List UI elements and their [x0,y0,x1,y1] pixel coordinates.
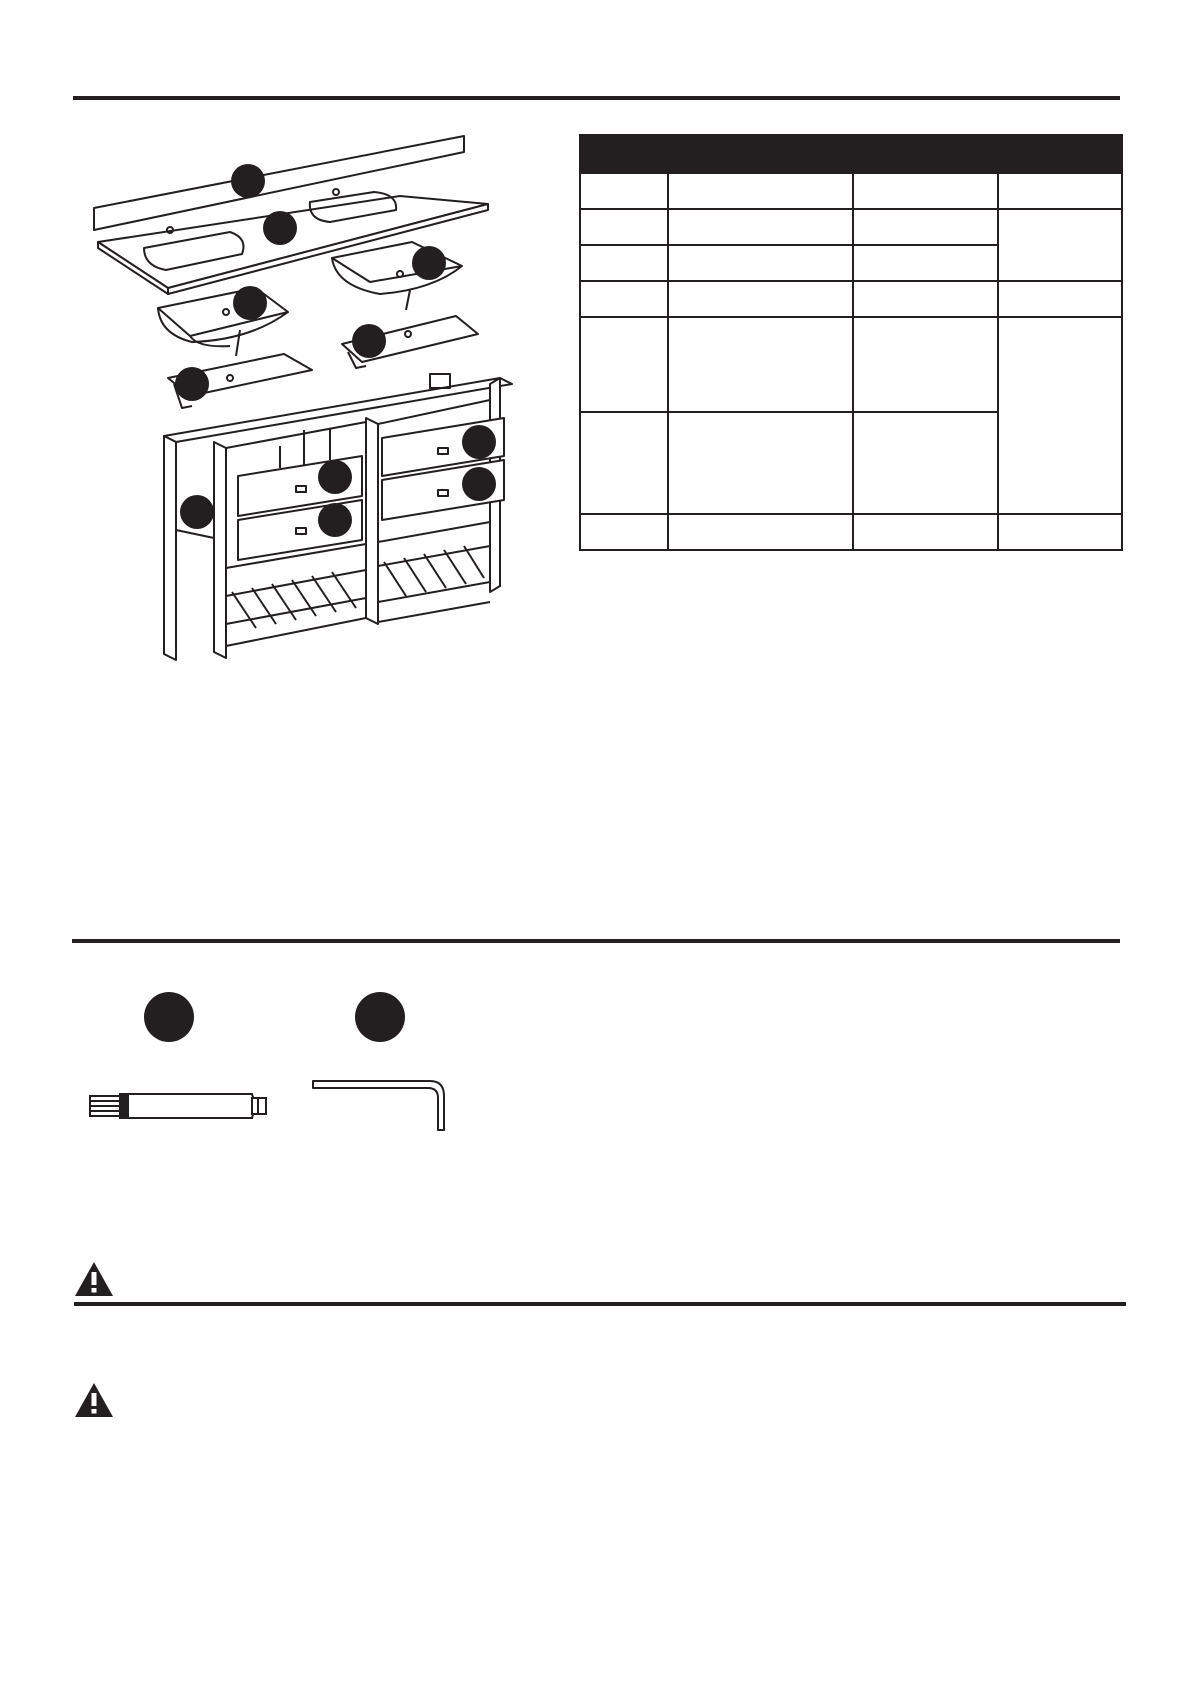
table-cell [853,209,998,245]
part-badge-right-template [352,324,386,358]
shelf-pin-tool-icon [88,1088,270,1124]
hardware-section-rule [72,939,1120,943]
table-row [580,281,1122,317]
part-badge-cabinet [180,495,214,529]
table-cell [853,173,998,209]
part-badge-backsplash [231,164,265,198]
part-badge-right-sink [412,246,446,280]
part-badge-lower-right-drawer [462,467,496,501]
table-cell [580,209,668,245]
vanity-exploded-illustration [80,130,540,670]
table-row [580,317,1122,412]
table-cell [580,173,668,209]
table-cell [853,281,998,317]
parts-table-header [580,135,1122,173]
table-cell [853,412,998,514]
parts-table-header-row [580,135,1122,173]
table-cell [668,514,853,550]
table-cell [668,245,853,281]
table-cell [998,209,1122,281]
table-cell [668,317,853,412]
table-cell [853,514,998,550]
table-cell [998,514,1122,550]
table-cell [853,317,998,412]
table-cell [668,209,853,245]
table-cell [580,412,668,514]
table-cell [580,514,668,550]
table-cell [580,281,668,317]
part-badge-countertop [263,211,297,245]
table-row [580,173,1122,209]
part-badge-left-template [175,367,209,401]
table-cell [853,245,998,281]
contents-section-rule [73,96,1120,100]
part-badge-upper-left-drawer [318,460,352,494]
table-cell [668,281,853,317]
table-row [580,514,1122,550]
warning-triangle-icon [74,1261,114,1297]
table-cell [668,173,853,209]
table-cell [998,281,1122,317]
table-cell [580,245,668,281]
part-badge-lower-left-drawer [318,503,352,537]
part-badge-upper-right-drawer [462,425,496,459]
hardware-badge-shelf-pin-tool [144,992,194,1042]
warning-section-rule [74,1302,1126,1306]
left-sink-drawing [158,288,288,356]
table-cell [668,412,853,514]
table-cell [998,317,1122,514]
table-cell [580,317,668,412]
table-cell [998,173,1122,209]
hex-key-icon [310,1076,460,1136]
part-badge-left-sink [233,286,267,320]
hardware-badge-hex-key [355,992,405,1042]
table-row [580,209,1122,245]
parts-table [579,134,1123,551]
caution-triangle-icon [74,1382,114,1418]
